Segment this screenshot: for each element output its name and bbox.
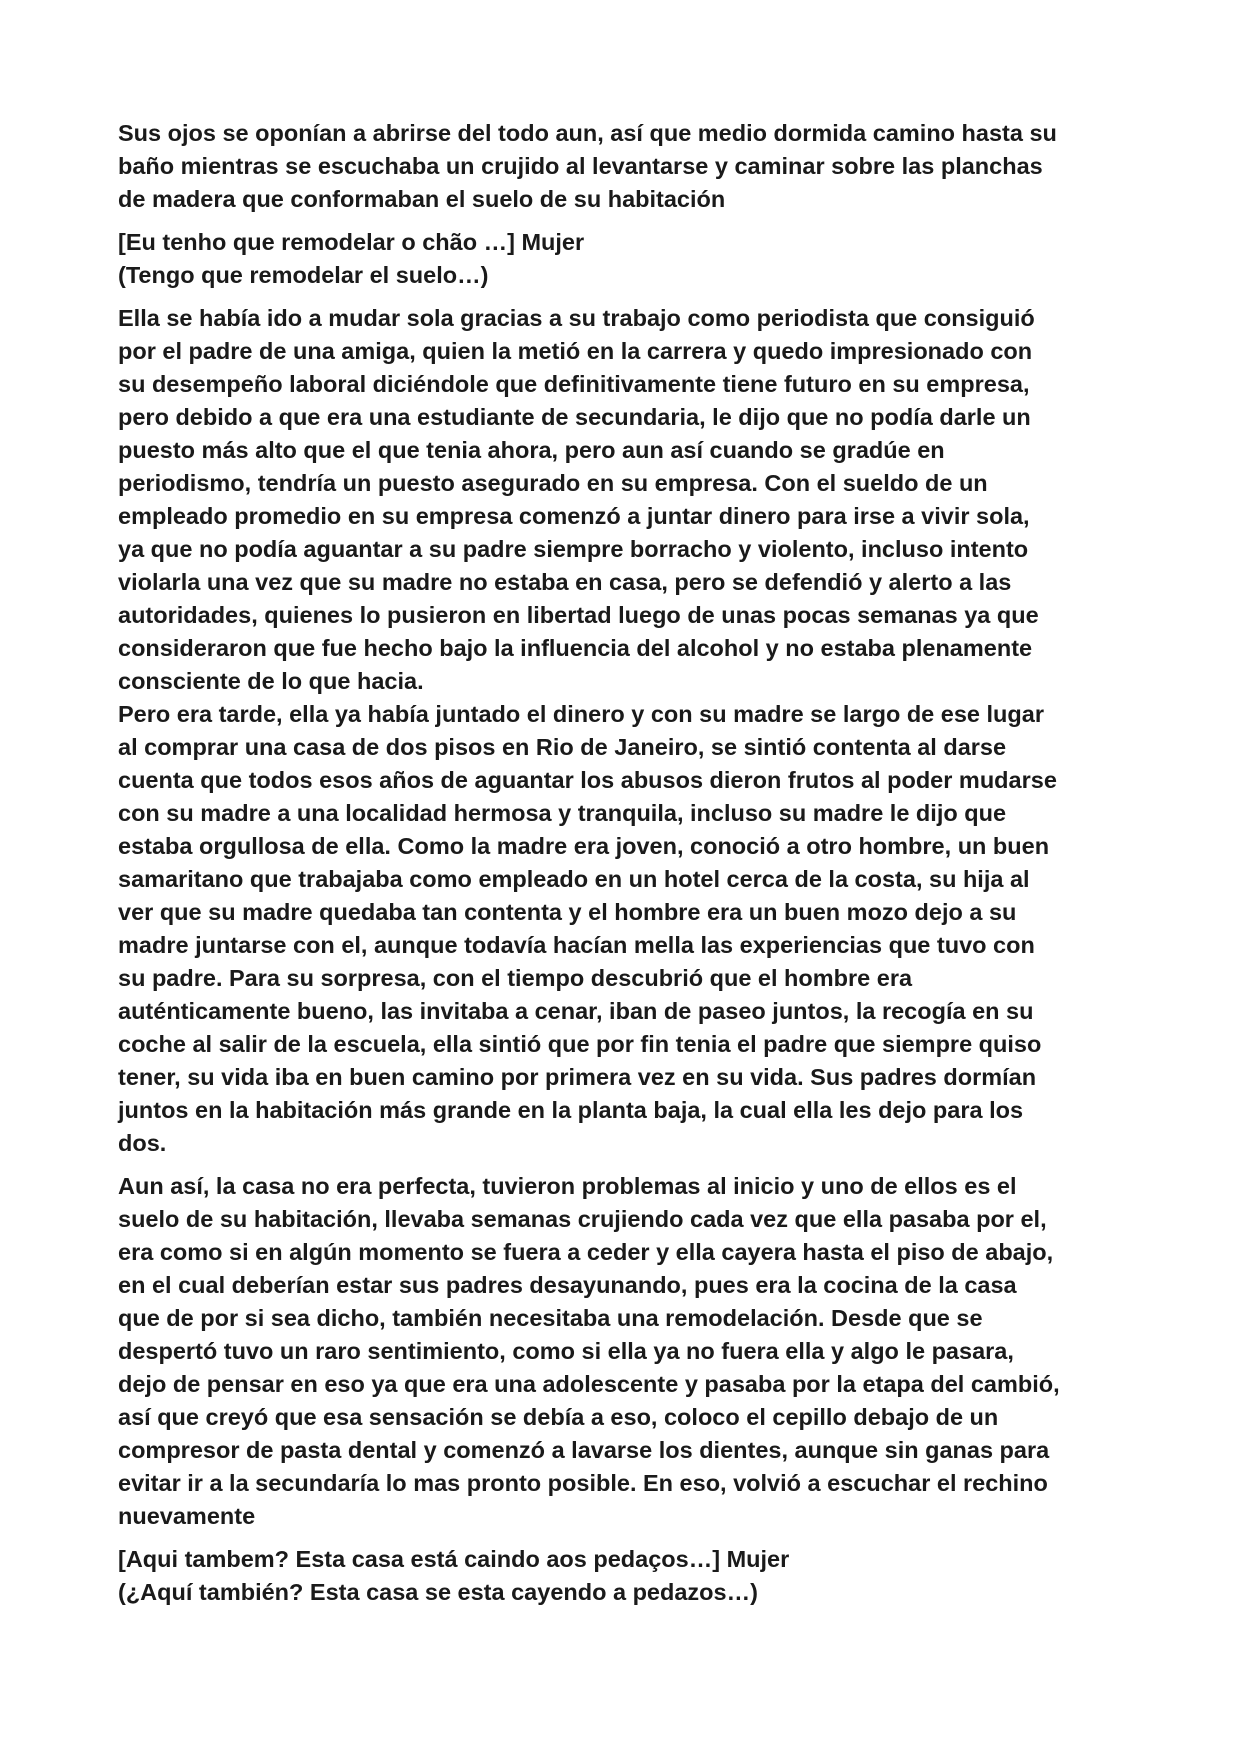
dialogue-line-1: [Eu tenho que remodelar o chão …] Mujer (Tengo que remodelar el suelo…) [118, 229, 585, 288]
paragraph-intro: Sus ojos se oponían a abrirse del todo aun, así que medio dormida camino hasta su baño mientras se escuchaba un crujido al levantarse y caminar sobre las planchas de madera que conformaban el suelo de su habitación [118, 120, 1057, 212]
paragraph-house-problems: Aun así, la casa no era perfecta, tuvieron problemas al inicio y uno de ellos es el suelo de su habitación, llevaba semanas crujiendo cada vez que ella pasaba por el, era como si en algún momento se fuera a ceder y ella cayera hasta el piso de abajo, en el cual deberían estar sus padres desayunando, pues era la cocina de la casa que de por si sea dicho, también necesitaba una remodelación. Desde que se despertó tuvo un raro sentimiento, como si ella ya no fuera ella y algo le pasara, dejo de pensar en eso ya que era una adolescente y pasaba por la etapa del cambió, así que creyó que esa sensación se debía a eso, coloco el cepillo debajo de un compresor de pasta dental y comenzó a lavarse los dientes, aunque sin ganas para evitar ir a la secundaría lo mas pronto posible. En eso, volvió a escuchar el rechino nuevamente [118, 1173, 1060, 1529]
paragraph-backstory: Ella se había ido a mudar sola gracias a su trabajo como periodista que consiguió por el padre de una amiga, quien la metió en la carrera y quedo impresionado con su desempeño laboral diciéndole que definitivamente tiene futuro en su empresa, pero debido a que era una estudiante de secundaria, le dijo que no podía darle un puesto más alto que el que tenia ahora, pero aun así cuando se gradúe en periodismo, tendría un puesto asegurado en su empresa. Con el sueldo de un empleado promedio en su empresa comenzó a juntar dinero para irse a vivir sola, ya que no podía aguantar a su padre siempre borracho y violento, incluso intento violarla una vez que su madre no estaba en casa, pero se defendió y alerto a las autoridades, quienes lo pusieron en libertad luego de unas pocas semanas ya que consideraron que fue hecho bajo la influencia del alcohol y no estaba plenamente consciente de lo que hacia. [118, 305, 1039, 694]
document-page [118, 117, 1138, 1609]
dialogue-line-2: [Aqui tambem? Esta casa está caindo aos pedaços…] Mujer (¿Aquí también? Esta casa se esta cayendo a pedazos…) [118, 1546, 790, 1605]
paragraph-new-home: Pero era tarde, ella ya había juntado el dinero y con su madre se largo de ese lugar al comprar una casa de dos pisos en Rio de Janeiro, se sintió contenta al darse cuenta que todos esos años de aguantar los abusos dieron frutos al poder mudarse con su madre a una localidad hermosa y tranquila, incluso su madre le dijo que estaba orgullosa de ella. Como la madre era joven, conoció a otro hombre, un buen samaritano que trabajaba como empleado en un hotel cerca de la costa, su hija al ver que su madre quedaba tan contenta y el hombre era un buen mozo dejo a su madre juntarse con el, aunque todavía hacían mella las experiencias que tuvo con su padre. Para su sorpresa, con el tiempo descubrió que el hombre era auténticamente bueno, las invitaba a cenar, iban de paseo juntos, la recogía en su coche al salir de la escuela, ella sintió que por fin tenia el padre que siempre quiso tener, su vida iba en buen camino por primera vez en su vida. Sus padres dormían juntos en la habitación más grande en la planta baja, la cual ella les dejo para los dos. [118, 701, 1057, 1156]
